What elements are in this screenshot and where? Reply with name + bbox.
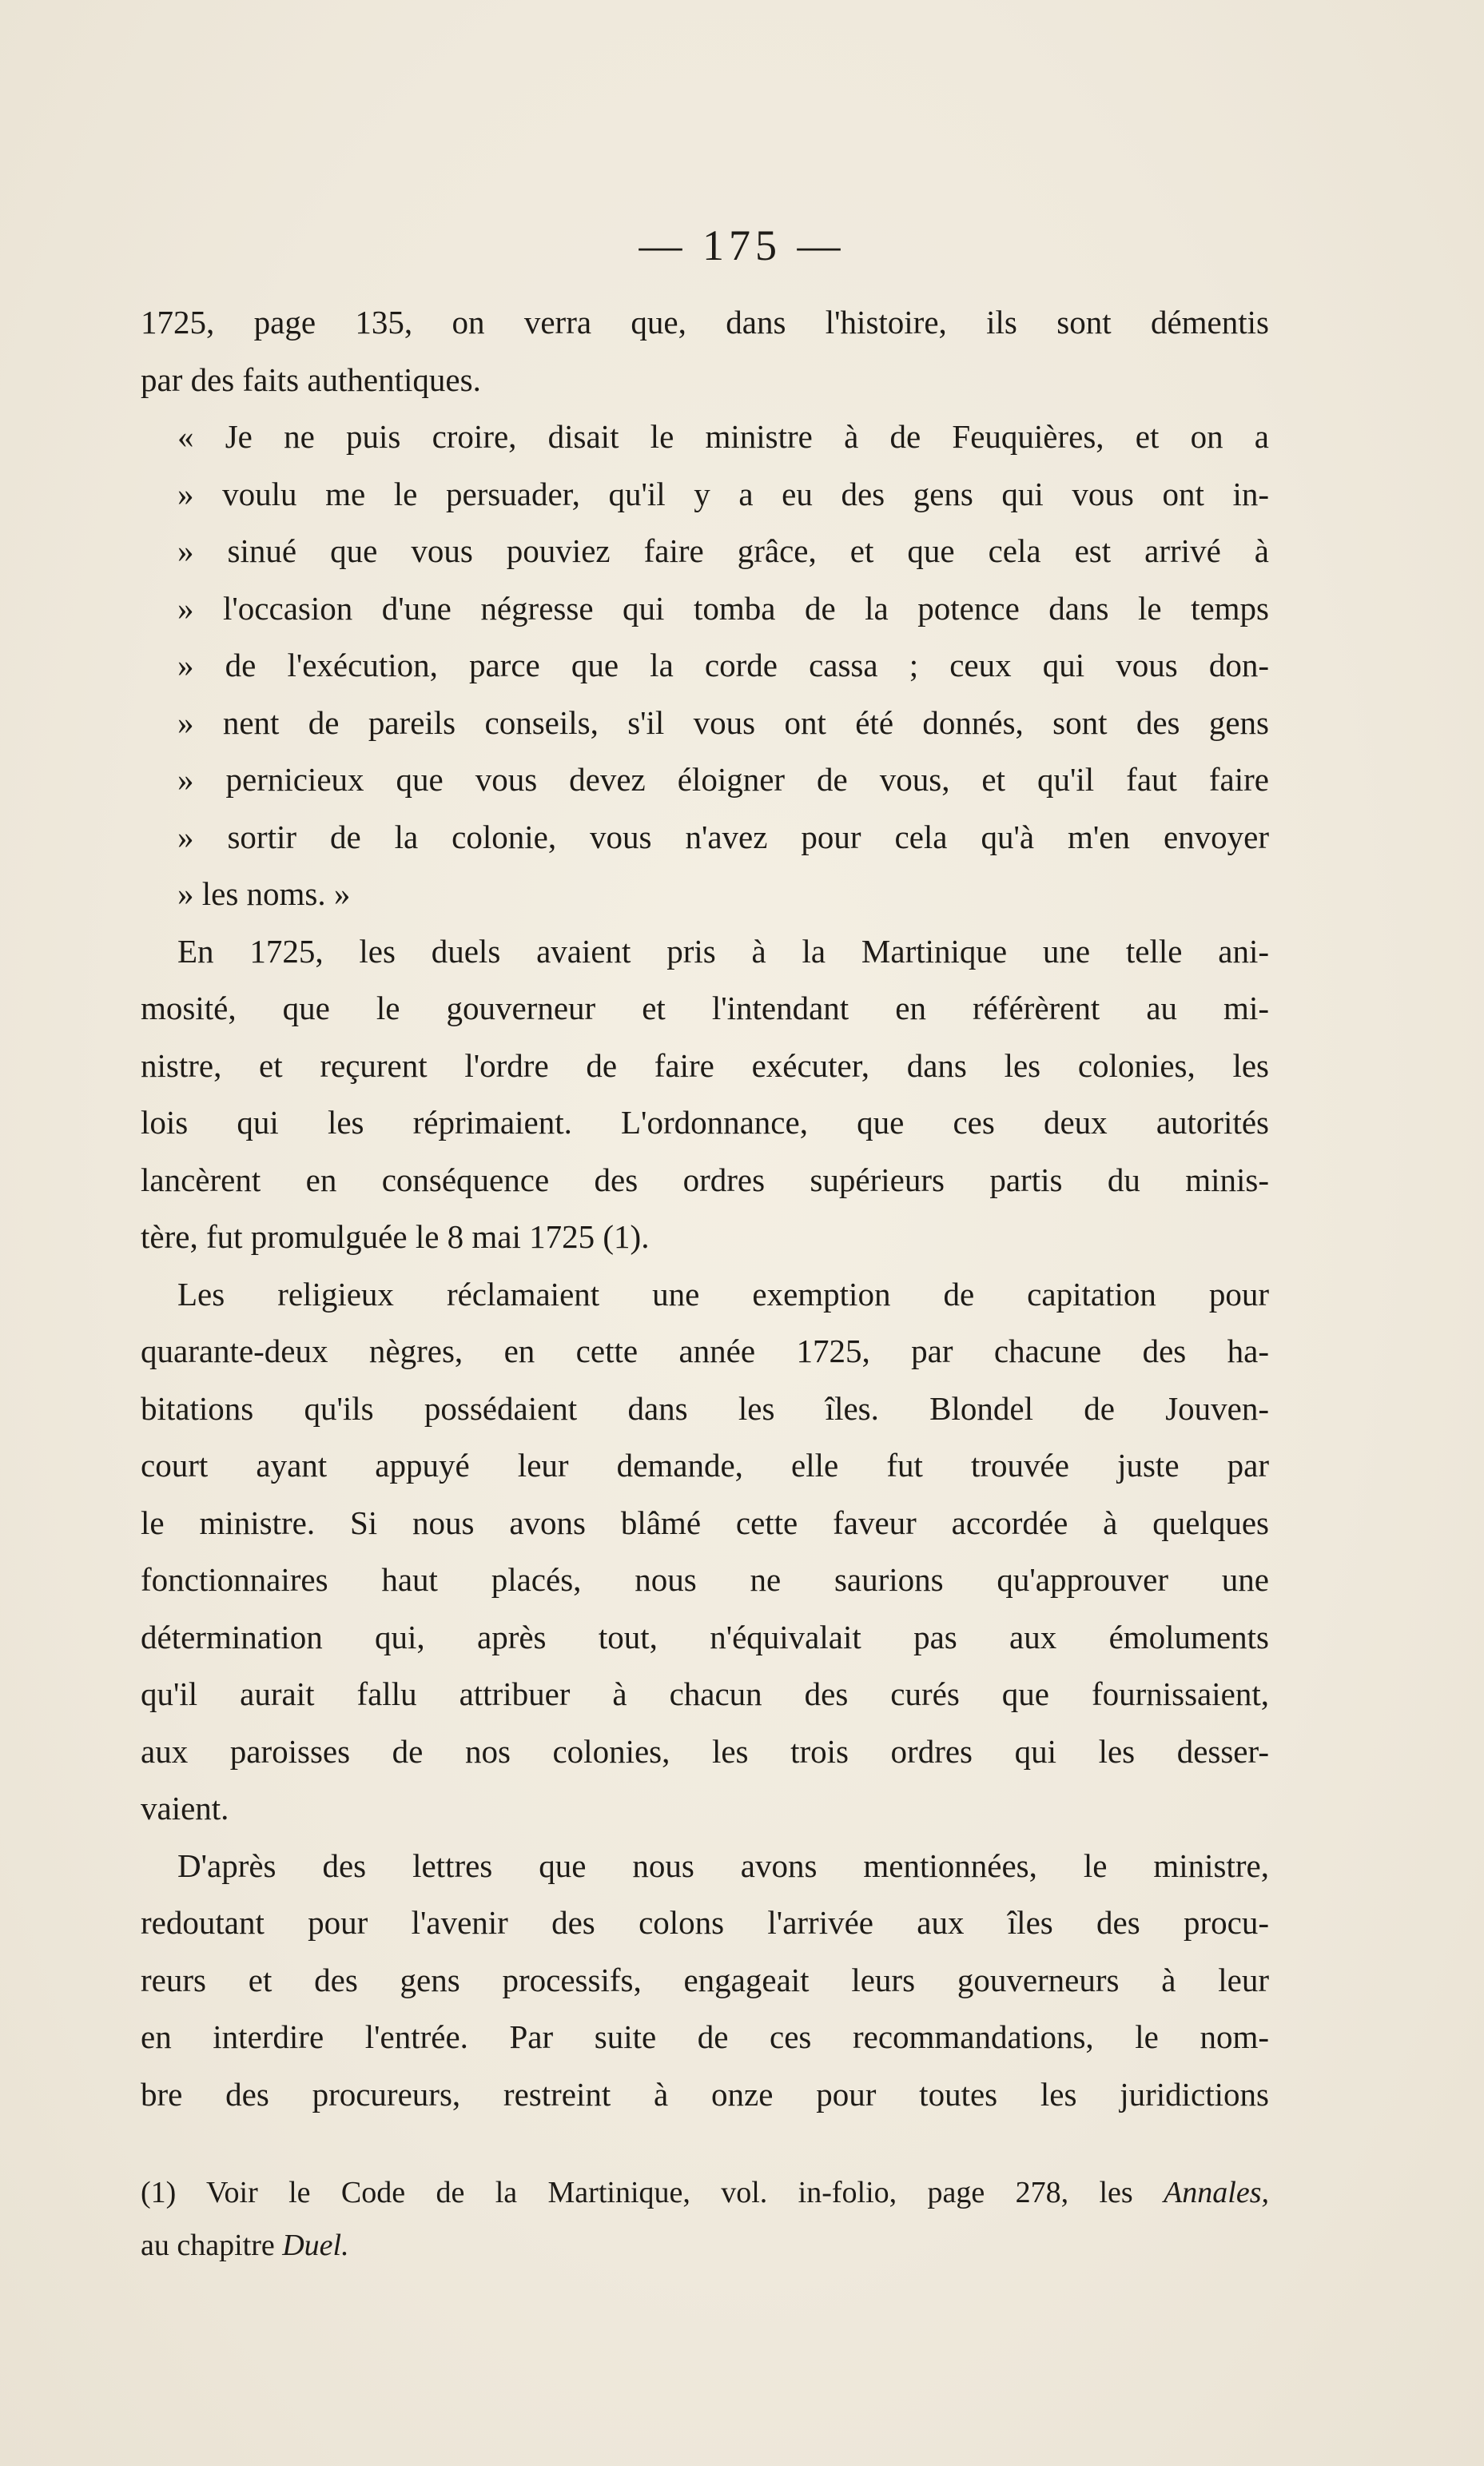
page-number: — 175 — — [639, 221, 845, 269]
footnote-text-2: au chapitre — [141, 2229, 283, 2262]
text-line: vaient. — [141, 1790, 229, 1827]
text-line: » nent de pareils conseils, s'il vous ont été donnés, sont des gens — [177, 703, 1269, 741]
text-line: reurs et des gens processifs, engageait leurs gouverneurs à leur — [141, 1961, 1269, 1998]
body-text — [141, 294, 1269, 2123]
text-line: » de l'exécution, parce que la corde cassa ; ceux qui vous don- — [177, 647, 1269, 683]
text-line: mosité, que le gouverneur et l'intendant en référèrent au mi- — [141, 990, 1269, 1026]
text-line: lois qui les réprimaient. L'ordonnance, que ces deux autorités — [141, 1104, 1269, 1141]
footnote-line-1 — [141, 2166, 1269, 2219]
text-line: » pernicieux que vous devez éloigner de vous, et qu'il faut faire — [177, 761, 1269, 798]
text-line: 1725, page 135, on verra que, dans l'histoire, ils sont démentis — [141, 304, 1269, 341]
footnote-text-1: (1) Voir le Code de la Martinique, vol. in-folio, page 278, les — [141, 2176, 1164, 2209]
text-line: nistre, et reçurent l'ordre de faire exécuter, dans les colonies, les — [141, 1046, 1269, 1084]
footnote-italic-1: Annales, — [1164, 2176, 1269, 2209]
text-line: détermination qui, après tout, n'équivalait pas aux émoluments — [141, 1618, 1269, 1655]
text-line: » les noms. » — [177, 875, 351, 912]
text-line: aux paroisses de nos colonies, les trois ordres qui les desser- — [141, 1732, 1269, 1770]
text-line: D'après des lettres que nous avons mentionnées, le ministre, — [177, 1847, 1269, 1884]
text-line: » sortir de la colonie, vous n'avez pour cela qu'à m'en envoyer — [177, 818, 1269, 855]
text-line: qu'il aurait fallu attribuer à chacun des curés que fournissaient, — [141, 1675, 1269, 1712]
text-line: lancèrent en conséquence des ordres supérieurs partis du minis- — [141, 1161, 1269, 1198]
text-line: Les religieux réclamaient une exemption de capitation pour — [177, 1275, 1269, 1313]
text-line: en interdire l'entrée. Par suite de ces recommandations, le nom- — [141, 2018, 1269, 2055]
text-line: » l'occasion d'une négresse qui tomba de la potence dans le temps — [177, 589, 1269, 627]
footnote-line-2 — [141, 2219, 1269, 2272]
text-line: » voulu me le persuader, qu'il y a eu des gens qui vous ont in- — [177, 475, 1269, 512]
text-line: le ministre. Si nous avons blâmé cette faveur accordée à quelques — [141, 1504, 1269, 1541]
text-line: court ayant appuyé leur demande, elle fut trouvée juste par — [141, 1447, 1269, 1484]
text-line: par des faits authentiques. — [141, 361, 481, 398]
text-line: » sinué que vous pouviez faire grâce, et que cela est arrivé à — [177, 532, 1269, 569]
text-line: quarante-deux nègres, en cette année 1725, par chacune des ha- — [141, 1333, 1269, 1369]
footnote — [141, 2166, 1269, 2272]
text-line: En 1725, les duels avaient pris à la Martinique une telle ani- — [177, 932, 1269, 970]
text-line: redoutant pour l'avenir des colons l'arrivée aux îles des procu- — [141, 1904, 1269, 1941]
text-line: bitations qu'ils possédaient dans les îles. Blondel de Jouven- — [141, 1389, 1269, 1427]
text-line: « Je ne puis croire, disait le ministre à de Feuquières, et on a — [177, 418, 1269, 455]
text-line: bre des procureurs, restreint à onze pour toutes les juridictions — [141, 2075, 1269, 2113]
text-line: tère, fut promulguée le 8 mai 1725 (1). — [141, 1218, 650, 1255]
footnote-italic-2: Duel. — [282, 2229, 349, 2262]
text-line: fonctionnaires haut placés, nous ne saurions qu'approuver une — [141, 1561, 1269, 1598]
